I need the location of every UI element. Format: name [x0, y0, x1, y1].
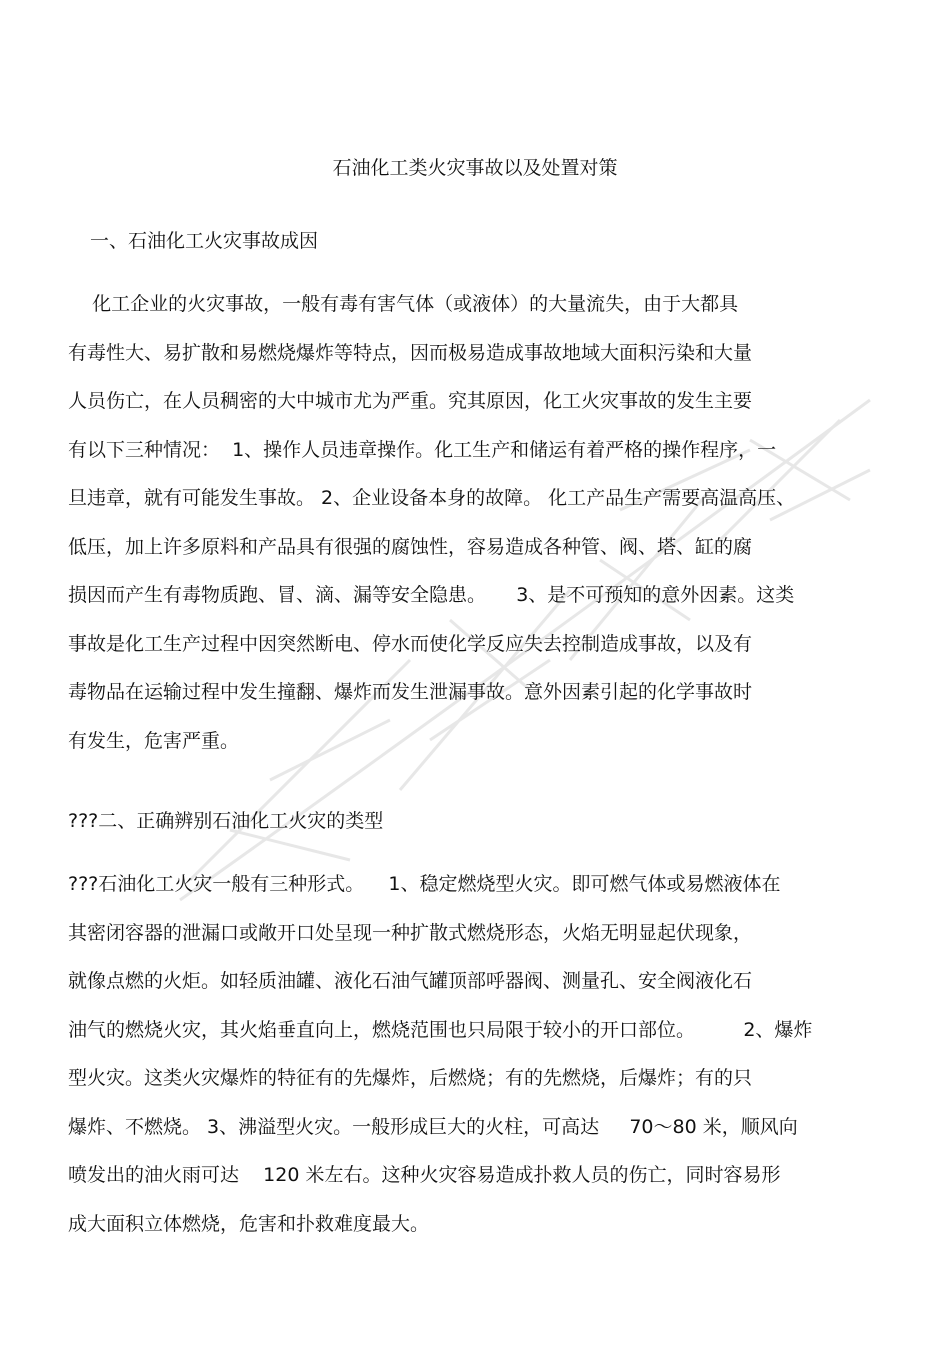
paragraph-line: 化工企业的火灾事故，一般有毒有害气体（或液体）的大量流失，由于大都具	[68, 293, 739, 315]
paragraph-line: 事故是化工生产过程中因突然断电、停水而使化学反应失去控制造成事故，以及有	[68, 632, 753, 655]
paragraph-line: ???石油化工火灾一般有三种形式。 1、稳定燃烧型火灾。即可燃气体或易燃液体在	[68, 873, 781, 895]
section-paragraph-causes	[68, 290, 888, 775]
paragraph-line: 喷发出的油火雨可达 120 米左右。这种火灾容易造成扑救人员的伤亡，同时容易形	[68, 1164, 781, 1186]
paragraph-line: 型火灾。这类火灾爆炸的特征有的先爆炸，后燃烧；有的先燃烧，后爆炸；有的只	[68, 1067, 753, 1089]
paragraph-line: 损因而产生有毒物质跑、冒、滴、漏等安全隐患。 3、是不可预知的意外因素。这类	[68, 584, 795, 606]
section-paragraph-fire-types	[68, 870, 888, 1258]
paragraph-line: 人员伤亡，在人员稠密的大中城市尤为严重。究其原因，化工火灾事故的发生主要	[68, 390, 753, 412]
paragraph-line: 其密闭容器的泄漏口或敞开口处呈现一种扩散式燃烧形态，火焰无明显起伏现象，	[68, 921, 753, 944]
paragraph-line: 有发生，危害严重。	[68, 729, 240, 752]
paragraph-line: 毒物品在运输过程中发生撞翻、爆炸而发生泄漏事故。意外因素引起的化学事故时	[68, 681, 753, 703]
paragraph-line: 旦违章，就有可能发生事故。 2、企业设备本身的故障。 化工产品生产需要高温高压、	[68, 487, 796, 509]
section-heading-fire-types: ???二、正确辨别石油化工火灾的类型	[68, 810, 384, 832]
paragraph-line: 低压，加上许多原料和产品具有很强的腐蚀性，容易造成各种管、阀、塔、缸的腐	[68, 535, 753, 558]
paragraph-line: 成大面积立体燃烧，危害和扑救难度最大。	[68, 1212, 430, 1235]
paragraph-line: 有以下三种情况： 1、操作人员违章操作。化工生产和储运有着严格的操作程序，一	[68, 438, 777, 461]
paragraph-line: 就像点燃的火炬。如轻质油罐、液化石油气罐顶部呼器阀、测量孔、安全阀液化石	[68, 970, 753, 992]
section-heading-causes: 一、石油化工火灾事故成因	[90, 230, 319, 252]
paragraph-line: 爆炸、不燃烧。 3、沸溢型火灾。一般形成巨大的火柱，可高达 70～80 米，顺风向	[68, 1115, 798, 1138]
paragraph-line: 油气的燃烧火灾，其火焰垂直向上，燃烧范围也只局限于较小的开口部位。 2、爆炸	[68, 1018, 813, 1041]
document-title: 石油化工类火灾事故以及处置对策	[332, 157, 618, 179]
paragraph-line: 有毒性大、易扩散和易燃烧爆炸等特点，因而极易造成事故地域大面积污染和大量	[68, 341, 753, 364]
